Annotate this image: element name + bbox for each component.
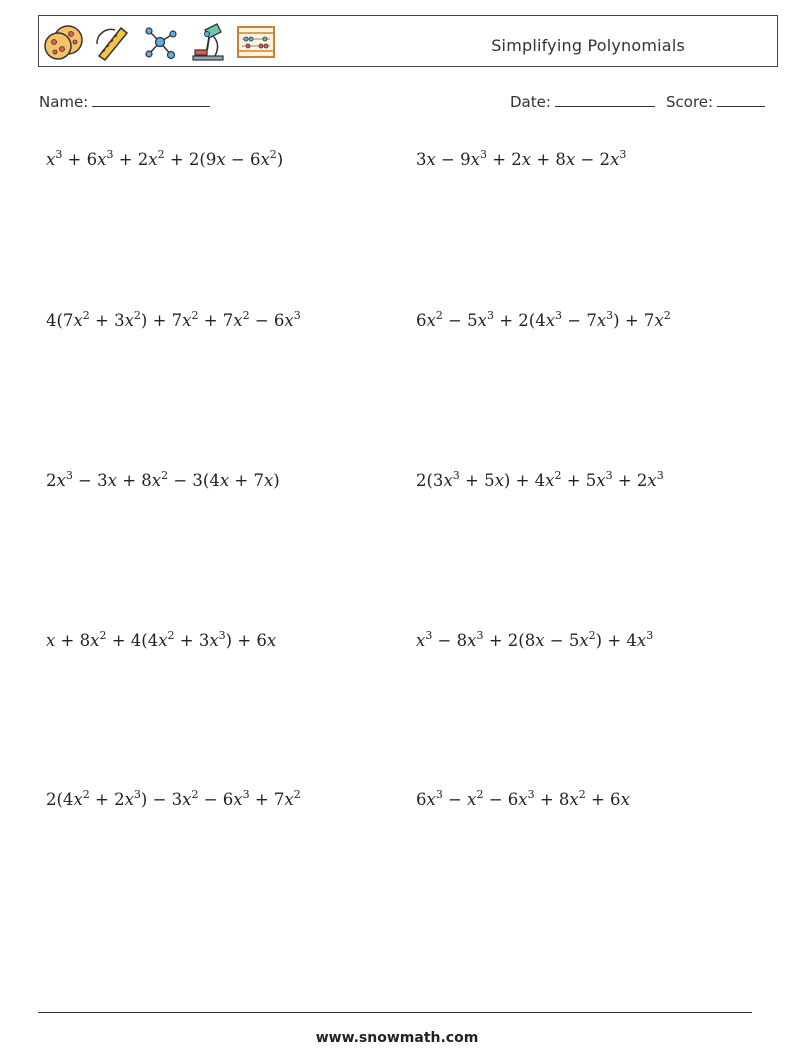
date-blank-line: [555, 92, 655, 107]
score-blank-line: [717, 92, 765, 107]
name-field: [39, 92, 210, 111]
protractor-icon: [91, 22, 133, 62]
name-blank-line: [92, 92, 210, 107]
score-field: [666, 92, 765, 111]
name-label: Name:: [39, 93, 89, 111]
problem-2: $3x - 9x^3 + 2x + 8x - 2x^3$: [416, 148, 627, 169]
problem-6: $2(3x^3 + 5x) + 4x^2 + 5x^3 + 2x^3$: [416, 469, 664, 490]
problem-3: $4(7x^2 + 3x^2) + 7x^2 + 7x^2 - 6x^3$: [46, 309, 301, 330]
molecule-icon: [139, 22, 181, 62]
problem-5: $2x^3 - 3x + 8x^2 - 3(4x + 7x)$: [46, 469, 280, 490]
header-icons: [43, 22, 277, 62]
problem-10: $6x^3 - x^2 - 6x^3 + 8x^2 + 6x$: [416, 788, 630, 809]
problem-4: $6x^2 - 5x^3 + 2(4x^3 - 7x^3) + 7x^2$: [416, 309, 671, 330]
cookies-icon: [43, 22, 85, 62]
worksheet-header: [38, 15, 778, 67]
score-label: Score:: [666, 93, 714, 111]
date-field: [510, 92, 655, 111]
footer-website: www.snowmath.com: [315, 1030, 479, 1046]
problem-7: $x + 8x^2 + 4(4x^2 + 3x^3) + 6x$: [46, 629, 277, 650]
footer-divider: [38, 1012, 752, 1013]
problem-1: $x^3 + 6x^3 + 2x^2 + 2(9x - 6x^2)$: [46, 148, 284, 169]
date-label: Date:: [510, 93, 551, 111]
problem-9: $2(4x^2 + 2x^3) - 3x^2 - 6x^3 + 7x^2$: [46, 788, 301, 809]
microscope-icon: [187, 22, 229, 62]
abacus-icon: [235, 22, 277, 62]
worksheet-title: Simplifying Polynomials: [491, 36, 685, 55]
problem-8: $x^3 - 8x^3 + 2(8x - 5x^2) + 4x^3$: [416, 629, 654, 650]
